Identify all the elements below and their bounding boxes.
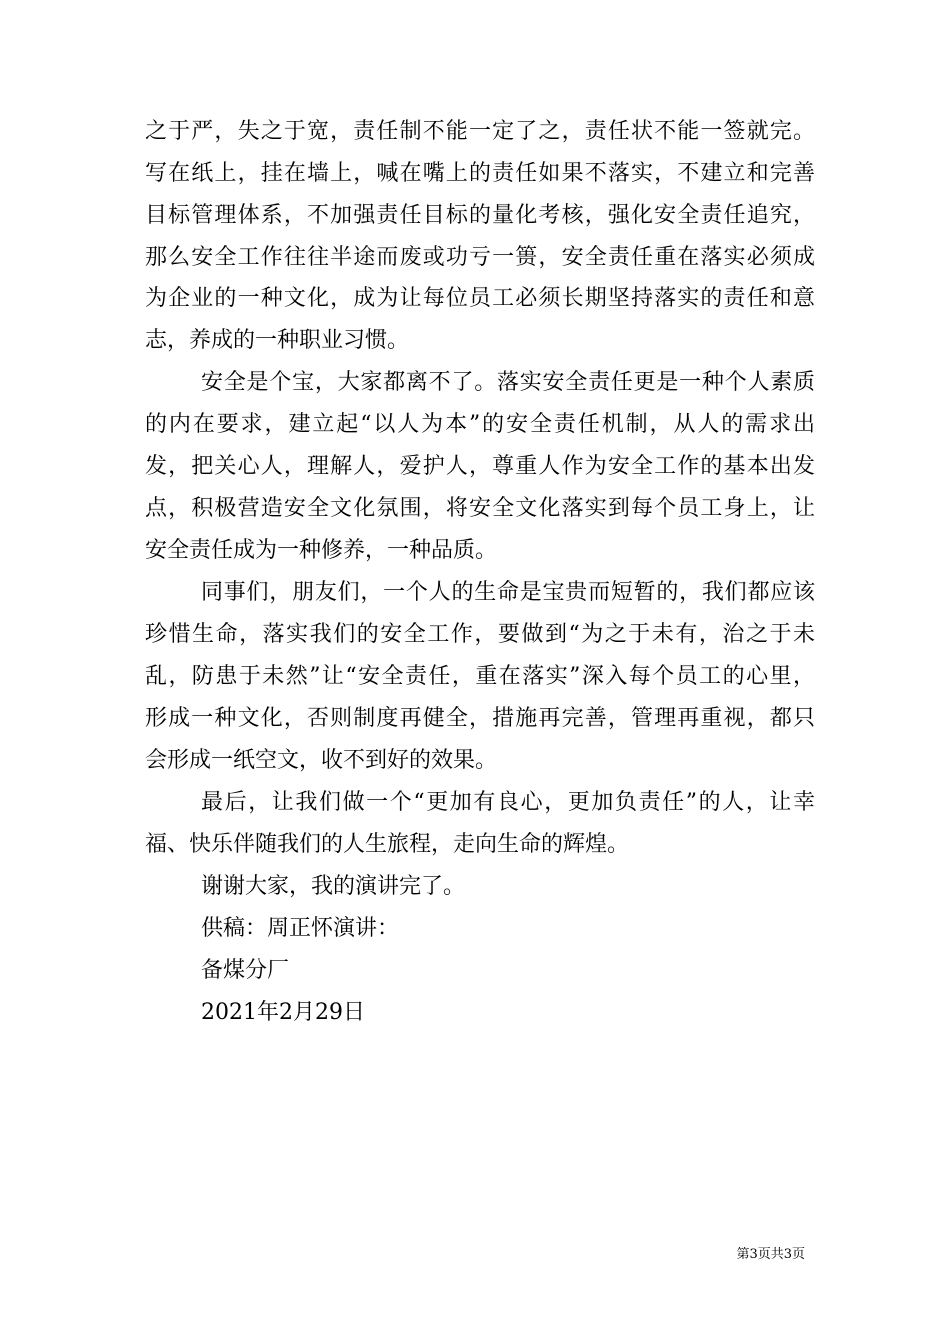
text-line-3: 目标管理体系，不加强责任目标的量化考核，强化安全责任追究，: [145, 203, 815, 228]
text-line-13: 珍惜生命，落实我们的安全工作，要做到“为之于未有，治之于未: [145, 622, 815, 647]
text-line-10: 点，积极营造安全文化氛围，将安全文化落实到每个员工身上，让: [145, 496, 815, 521]
text-line-5: 为企业的一种文化，成为让每位员工必须长期坚持落实的责任和意: [145, 286, 815, 311]
text-line-7: 安全是个宝，大家都离不了。落实安全责任更是一种个人素质: [201, 370, 815, 395]
text-line-8: 的内在要求，建立起“以人为本”的安全责任机制，从人的需求出: [145, 412, 815, 437]
text-line-4: 那么安全工作往往半途而废或功亏一篑，安全责任重在落实必须成: [145, 245, 815, 270]
text-line-2: 写在纸上，挂在墙上，喊在嘴上的责任如果不落实，不建立和完善: [145, 161, 815, 186]
text-line-1: 之于严，失之于宽，责任制不能一定了之，责任状不能一签就完。: [145, 119, 815, 144]
text-line-16: 会形成一纸空文，收不到好的效果。: [145, 748, 498, 773]
department-name: 备煤分厂: [201, 958, 290, 983]
page-number: 第3页共3页: [736, 1247, 805, 1262]
closing-thanks: 谢谢大家，我的演讲完了。: [201, 874, 466, 899]
text-line-12: 同事们，朋友们，一个人的生命是宝贵而短暂的，我们都应该: [201, 580, 815, 605]
text-line-17: 最后，让我们做一个“更加有良心，更加负责任”的人，让幸: [201, 790, 815, 815]
author-credit: 供稿：周正怀演讲：: [201, 916, 400, 941]
text-line-6: 志，养成的一种职业习惯。: [145, 328, 410, 353]
text-line-14: 乱，防患于未然”让“安全责任，重在落实”深入每个员工的心里，: [145, 664, 815, 689]
document-date: 2021年2月29日: [201, 1000, 365, 1025]
text-line-9: 发，把关心人，理解人，爱护人，尊重人作为安全工作的基本出发: [145, 454, 815, 479]
text-line-15: 形成一种文化，否则制度再健全，措施再完善，管理再重视，都只: [145, 706, 815, 731]
text-line-18: 福、快乐伴随我们的人生旅程，走向生命的辉煌。: [145, 832, 630, 857]
text-line-11: 安全责任成为一种修养，一种品质。: [145, 538, 498, 563]
